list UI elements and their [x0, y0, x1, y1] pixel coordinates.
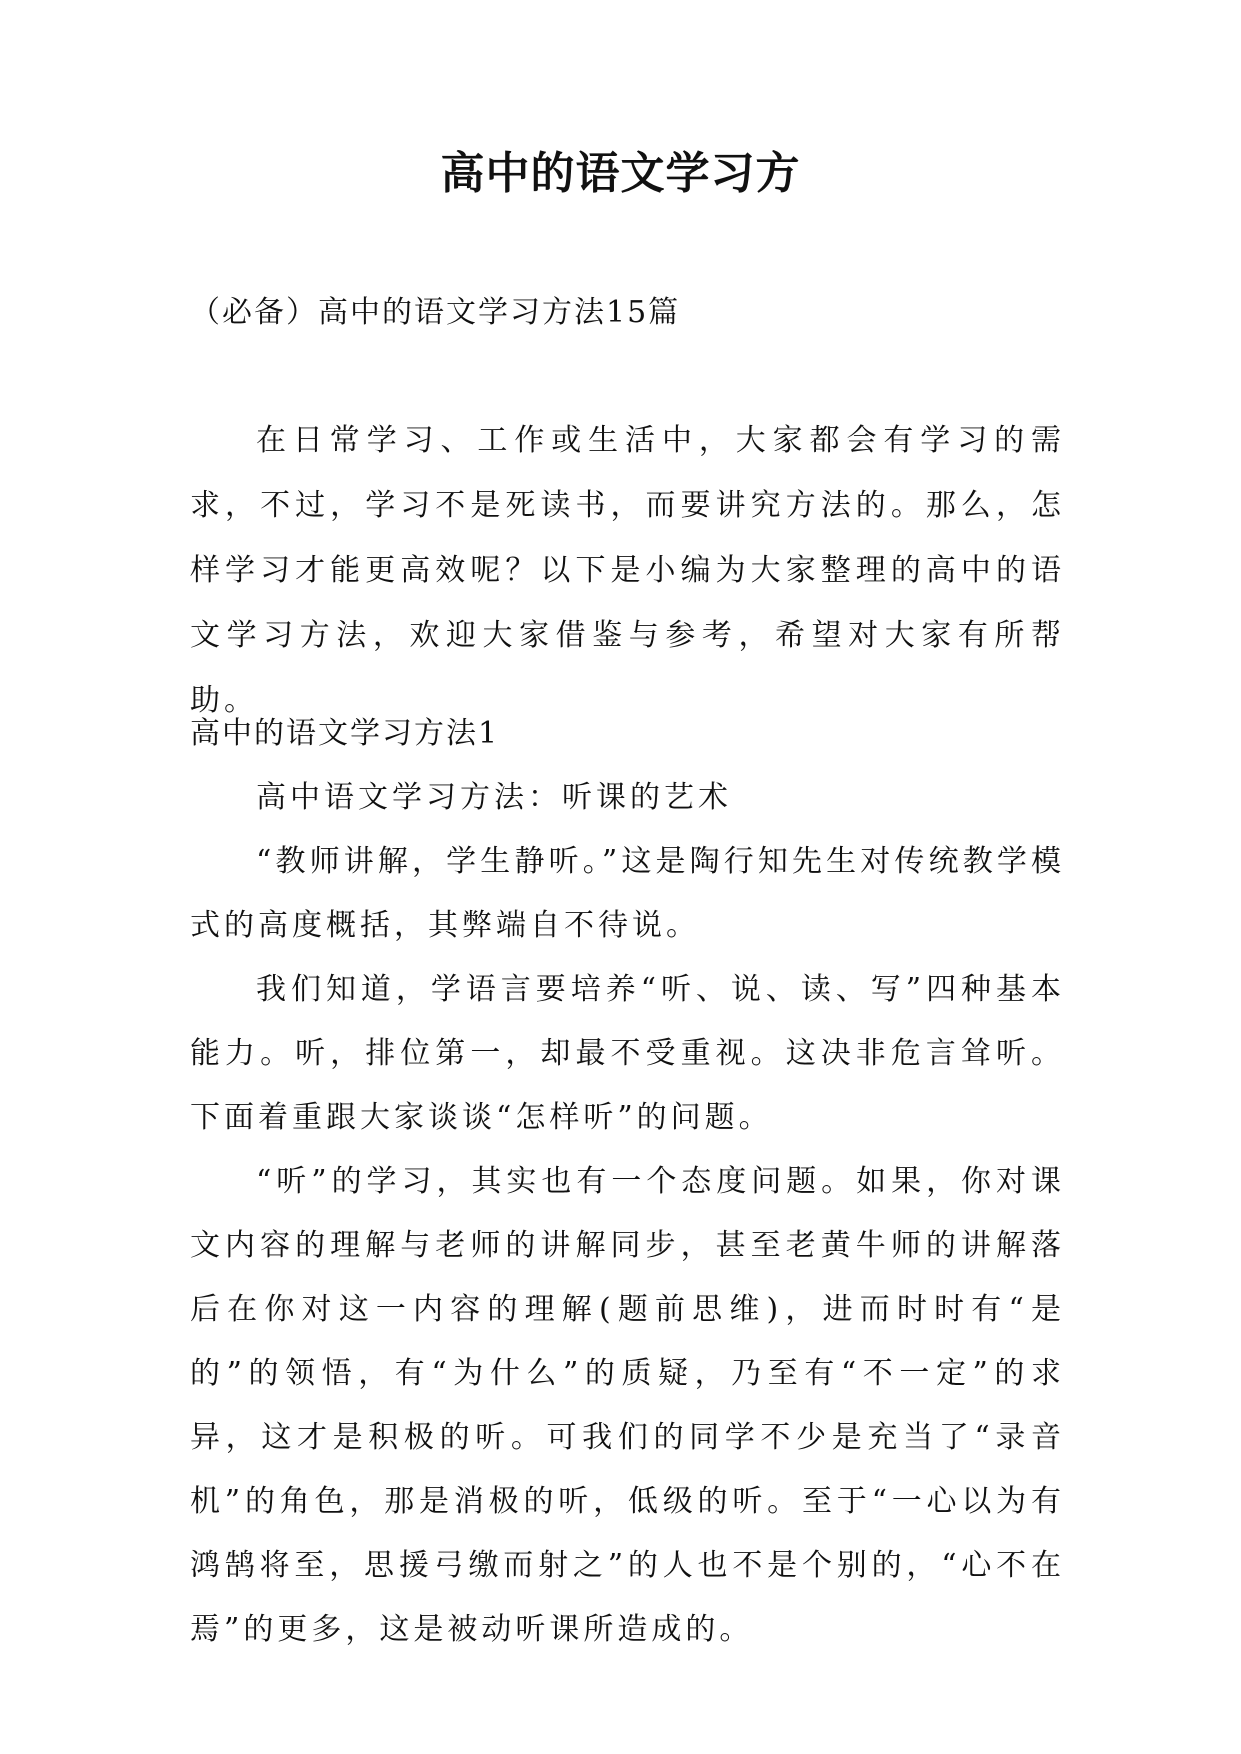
method-section-1	[190, 702, 1065, 1662]
document-title: 高中的语文学习方	[440, 148, 801, 199]
section-heading: 高中的语文学习方法1	[190, 716, 500, 751]
paragraph-2: “教师讲解，学生静听。”这是陶行知先生对传统教学模式的高度概括，其弊端自不待说。	[190, 844, 1065, 943]
intro-section	[190, 408, 1065, 733]
paragraph-1: 高中语文学习方法：听课的艺术	[256, 780, 732, 815]
document-subtitle: （必备）高中的语文学习方法15篇	[190, 295, 681, 330]
intro-paragraph: 在日常学习、工作或生活中，大家都会有学习的需求，不过，学习不是死读书，而要讲究方法的。那么，怎样学习才能更高效呢？以下是小编为大家整理的高中的语文学习方法，欢迎大家借鉴与参考，希望对大家有所帮助。	[190, 423, 1065, 718]
paragraph-3: 我们知道，学语言要培养“听、说、读、写”四种基本能力。听，排位第一，却最不受重视。这决非危言耸听。下面着重跟大家谈谈“怎样听”的问题。	[190, 972, 1065, 1135]
paragraph-4: “听”的学习，其实也有一个态度问题。如果，你对课文内容的理解与老师的讲解同步，甚至老黄牛师的讲解落后在你对这一内容的理解(题前思维)，进而时时有“是的”的领悟，有“为什么”的质疑，乃至有“不一定”的求异，这才是积极的听。可我们的同学不少是充当了“录音机”的角色，那是消极的听，低级的听。至于“一心以为有鸿鹄将至，思援弓缴而射之”的人也不是个别的，“心不在焉”的更多，这是被动听课所造成的。	[190, 1164, 1065, 1647]
